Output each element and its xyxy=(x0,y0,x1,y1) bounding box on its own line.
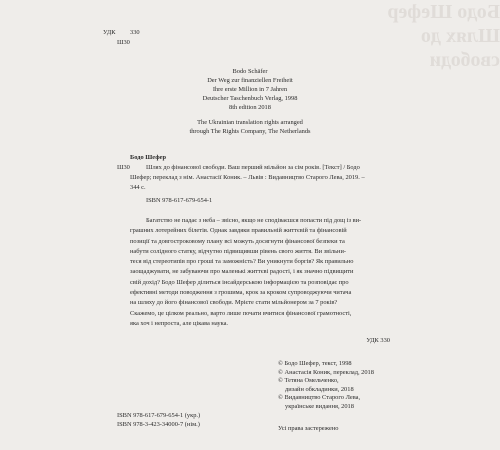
udk-code: 330 xyxy=(130,29,140,36)
original-title: Der Weg zur finanziellen Freiheit xyxy=(207,77,293,84)
isbn-ger: ISBN 978-3-423-34000-7 (нім.) xyxy=(117,421,200,428)
catalog-entry-line-3: 344 с. xyxy=(130,184,146,191)
annotation-line: яка хоч і непроста, але цікава наука. xyxy=(130,319,229,327)
annotation-line: Скажемо, це цілком реально, варто лише почати вчитися фінансової грамотності, xyxy=(130,309,352,317)
original-edition: 8th edition 2018 xyxy=(229,104,271,111)
udk-label: УДК xyxy=(103,29,116,36)
copyright-line: дизайн обкладинки, 2018 xyxy=(285,385,354,393)
original-author: Bodo Schäfer xyxy=(232,68,268,75)
copyright-line: © Тетяна Омельченко, xyxy=(278,377,339,385)
annotation-line: теся від стереотипів про гроші та заможність? Ви уникнути боргів? Як правильно xyxy=(130,258,354,266)
catalog-entry-line-1: Шлях до фінансової свободи. Ваш перший мільйон за сім років. [Текст] / Бодо xyxy=(146,164,360,171)
catalog-author-heading: Бодо Шефер xyxy=(130,154,167,161)
udk-bottom: УДК 330 xyxy=(366,337,390,344)
rights-line-1: The Ukrainian translation rights arranged xyxy=(197,119,303,126)
catalog-isbn: ISBN 978-617-679-654-1 xyxy=(146,197,213,204)
rights-line-2: through The Rights Company, The Netherlands xyxy=(189,128,311,135)
copyright-line: © Бодо Шефер, текст, 1998 xyxy=(278,360,352,367)
annotation-line: свій дохід? Бодо Шефер ділиться інсайдерською інформацією та розповідає про xyxy=(130,278,349,286)
original-publisher: Deutscher Taschenbuch Verlag, 1998 xyxy=(202,95,298,102)
copyright-line: українське видання, 2018 xyxy=(285,402,354,410)
shifr-top: Ш30 xyxy=(117,39,130,46)
original-subtitle: Ihre erste Million in 7 Jahren xyxy=(212,86,288,93)
annotation-line: позиції та довгостроковому плану всі можуть досягнути фінансової безпеки та xyxy=(130,237,345,245)
rights-reserved: Усі права застережено xyxy=(278,425,339,432)
isbn-ukr: ISBN 978-617-679-654-1 (укр.) xyxy=(117,412,201,419)
copyright-line: © Видавництво Старого Лева, xyxy=(278,394,361,402)
annotation-line: ефективні методи поводження з грошима, крок за кроком супроводжуючи читача xyxy=(130,289,352,297)
copyright-line: © Анастасія Коник, переклад, 2018 xyxy=(278,368,374,376)
catalog-shifr: Ш30 xyxy=(117,164,130,171)
bleed-through-text: Бодо Шефер Шлях до свободи xyxy=(387,1,500,71)
annotation-line: заощаджувати, не забуваючи про маленькі життєві радості, і як значно підвищити xyxy=(130,268,354,276)
annotation-line: на шляху до його фінансової свободи. Мрієте стати мільйонером за 7 років? xyxy=(130,299,338,307)
annotation-paragraph xyxy=(130,216,392,329)
catalog-entry-line-2: Шефер; переклад з нім. Анастасії Коник. – Львів : Видавництво Старого Лева, 2019. – xyxy=(130,174,365,181)
annotation-line: Багатство не падає з неба – звісно, якщо не сподіваєшся попасти під дощ із ви- xyxy=(146,217,362,224)
copyright-block xyxy=(278,360,408,412)
annotation-line: набути солідного статку, відчутно підвищивши рівень свого життя. Ви звільни- xyxy=(130,247,346,255)
annotation-line: грашних лотерейних білетів. Однак завдяки правильній життєвій та фінансовій xyxy=(130,227,347,235)
